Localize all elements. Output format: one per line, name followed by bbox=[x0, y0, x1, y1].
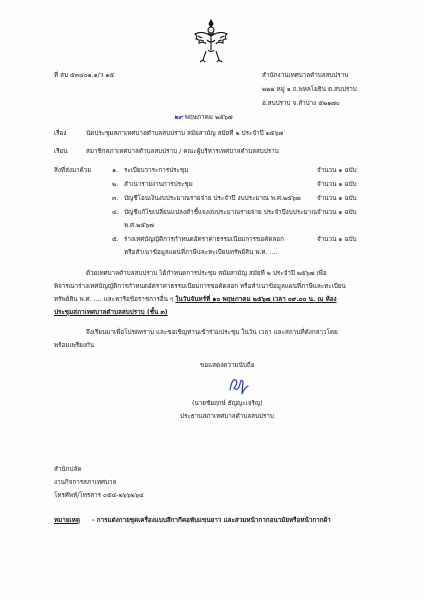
enclosure-text: บัญชีโอนเงินงบประมาณรายจ่าย ประจำปี งบประมาณ พ.ศ.๒๕๖๗ bbox=[124, 195, 301, 202]
enclosure-number: ๕. bbox=[112, 236, 119, 243]
signer-position: ประธานสภาเทศบาลตำบลสบปราบ bbox=[180, 413, 274, 420]
note-text: - การแต่งกายชุดเครื่องแบบสีกากีคอพับแขนยาว และสวมหน้ากากอนามัยหรือหน้ากากผ้า bbox=[92, 517, 331, 524]
enclosure-text-continued: หรือสำเนาข้อมูลแผนที่ภาษีและทะเบียนทรัพย์สิน พ.ศ. .... bbox=[124, 249, 278, 256]
body-paragraph-1-line-1: ด้วยเทศบาลตำบลสบปราบ ได้กำหนดการประชุม สมัยสามัญ สมัยที่ ๒ ประจำปี ๒๕๖๗ เพื่อ bbox=[86, 270, 327, 277]
enclosure-quantity: จำนวน ๑ ฉบับ bbox=[317, 236, 357, 243]
date-day-handwritten: ๒๙ bbox=[174, 114, 183, 121]
enclosure-quantity: จำนวน ๑ ฉบับ bbox=[317, 181, 357, 188]
enclosure-number: ๒. bbox=[112, 181, 119, 188]
office-name: สำนักงานเทศบาลตำบลสบปราบ bbox=[262, 72, 349, 79]
signer-name: (นายชัยฤกษ์ ธัญญะเจริญ) bbox=[192, 400, 263, 407]
contact-phone: โทรศัพท์/โทรสาร ๐๕๔-๒๖๖๒๖๔ bbox=[54, 492, 144, 499]
recipient-label: เรียน bbox=[54, 148, 68, 155]
enclosure-text: ร่างเทศบัญญัติการกำหนดอัตราค่าธรรมเนียมการขอคัดลอก bbox=[124, 236, 284, 243]
enclosure-text: สำเนารายงานการประชุม bbox=[124, 181, 193, 188]
body-paragraph-1-line-3 bbox=[54, 296, 337, 304]
enclosure-text: ระเบียบวาระการประชุม bbox=[124, 167, 189, 174]
enclosure-quantity: จำนวน ๑ ฉบับ bbox=[317, 209, 357, 216]
enclosure-number: ๑. bbox=[112, 167, 118, 174]
department-name: สำนักปลัด bbox=[54, 466, 82, 473]
reference-number: ที่ สบ ๕๓๔๐๑.๑/ว ๑๕ bbox=[54, 72, 115, 79]
body-paragraph-2-line-2: พร้อมเพรียงกัน bbox=[54, 342, 95, 349]
garuda-emblem-icon bbox=[192, 18, 230, 64]
body-paragraph-1-line-3-text: ทรัพย์สิน พ.ศ. .... และหารือข้อราชการอื่น ๆ bbox=[54, 296, 174, 303]
recipient-text: สมาชิกสภาเทศบาลตำบลสบปราบ / คณะผู้บริหารเทศบาลตำบลสบปราบ bbox=[86, 148, 279, 155]
enclosure-quantity: จำนวน ๑ ฉบับ bbox=[317, 167, 357, 174]
meeting-datetime-underlined: ในวันจันทร์ที่ ๑๐ พฤษภาคม ๒๕๖๗ เวลา ๐๙.๐๐ น. ณ ห้อง bbox=[175, 296, 337, 303]
letter-date bbox=[174, 114, 233, 122]
handwritten-signature bbox=[226, 374, 254, 398]
enclosure-number: ๓. bbox=[112, 195, 119, 202]
meeting-venue-underlined: ประชุมสภาเทศบาลตำบลสบปราบ (ชั้น ๓) bbox=[54, 309, 168, 316]
enclosure-text: บัญชีแก้ไขเปลี่ยนแปลงคำชี้แจงงบประมาณรายจ่าย ประจำปีงบประมาณ bbox=[124, 209, 318, 216]
subject-label: เรื่อง bbox=[54, 130, 67, 137]
unit-name: งานกิจการสภาเทศบาล bbox=[54, 479, 117, 486]
enclosure-number: ๔. bbox=[112, 209, 119, 216]
body-paragraph-2-line-1: จึงเรียนมาเพื่อโปรดทราบ และขอเชิญท่านเข้าร่วมประชุม ในวัน เวลา และสถานที่ดังกล่าวโดย bbox=[86, 329, 338, 336]
note-label: หมายเหตุ bbox=[54, 517, 80, 524]
office-address-line-2: อ.สบปราบ จ.ลำปาง ๕๒๑๗๐ bbox=[262, 100, 340, 107]
closing-phrase: ขอแสดงความนับถือ bbox=[200, 362, 255, 369]
date-month-year: พฤษภาคม ๒๕๖๗ bbox=[184, 114, 233, 121]
enclosure-text-continued: พ.ศ.๒๕๖๗ bbox=[124, 222, 154, 229]
subject-text: นัดประชุมสภาเทศบาลตำบลสบปราบ สมัยสามัญ สมัยที่ ๒ ประจำปี ๒๕๖๗ bbox=[86, 130, 284, 137]
enclosure-quantity: จำนวน ๑ ฉบับ bbox=[317, 195, 357, 202]
office-address-line-1: ๒๒๒ หมู่ ๑ ถ.พหลโยธิน ต.สบปราบ bbox=[262, 86, 357, 93]
body-paragraph-1-line-2: พิจารณาร่างเทศบัญญัติการกำหนดอัตราค่าธรรมเนียมการขอคัดลอก หรือสำเนาข้อมูลแผนที่ภาษีและทะเบียน bbox=[54, 283, 346, 290]
enclosures-label: สิ่งที่ส่งมาด้วย bbox=[54, 167, 91, 174]
